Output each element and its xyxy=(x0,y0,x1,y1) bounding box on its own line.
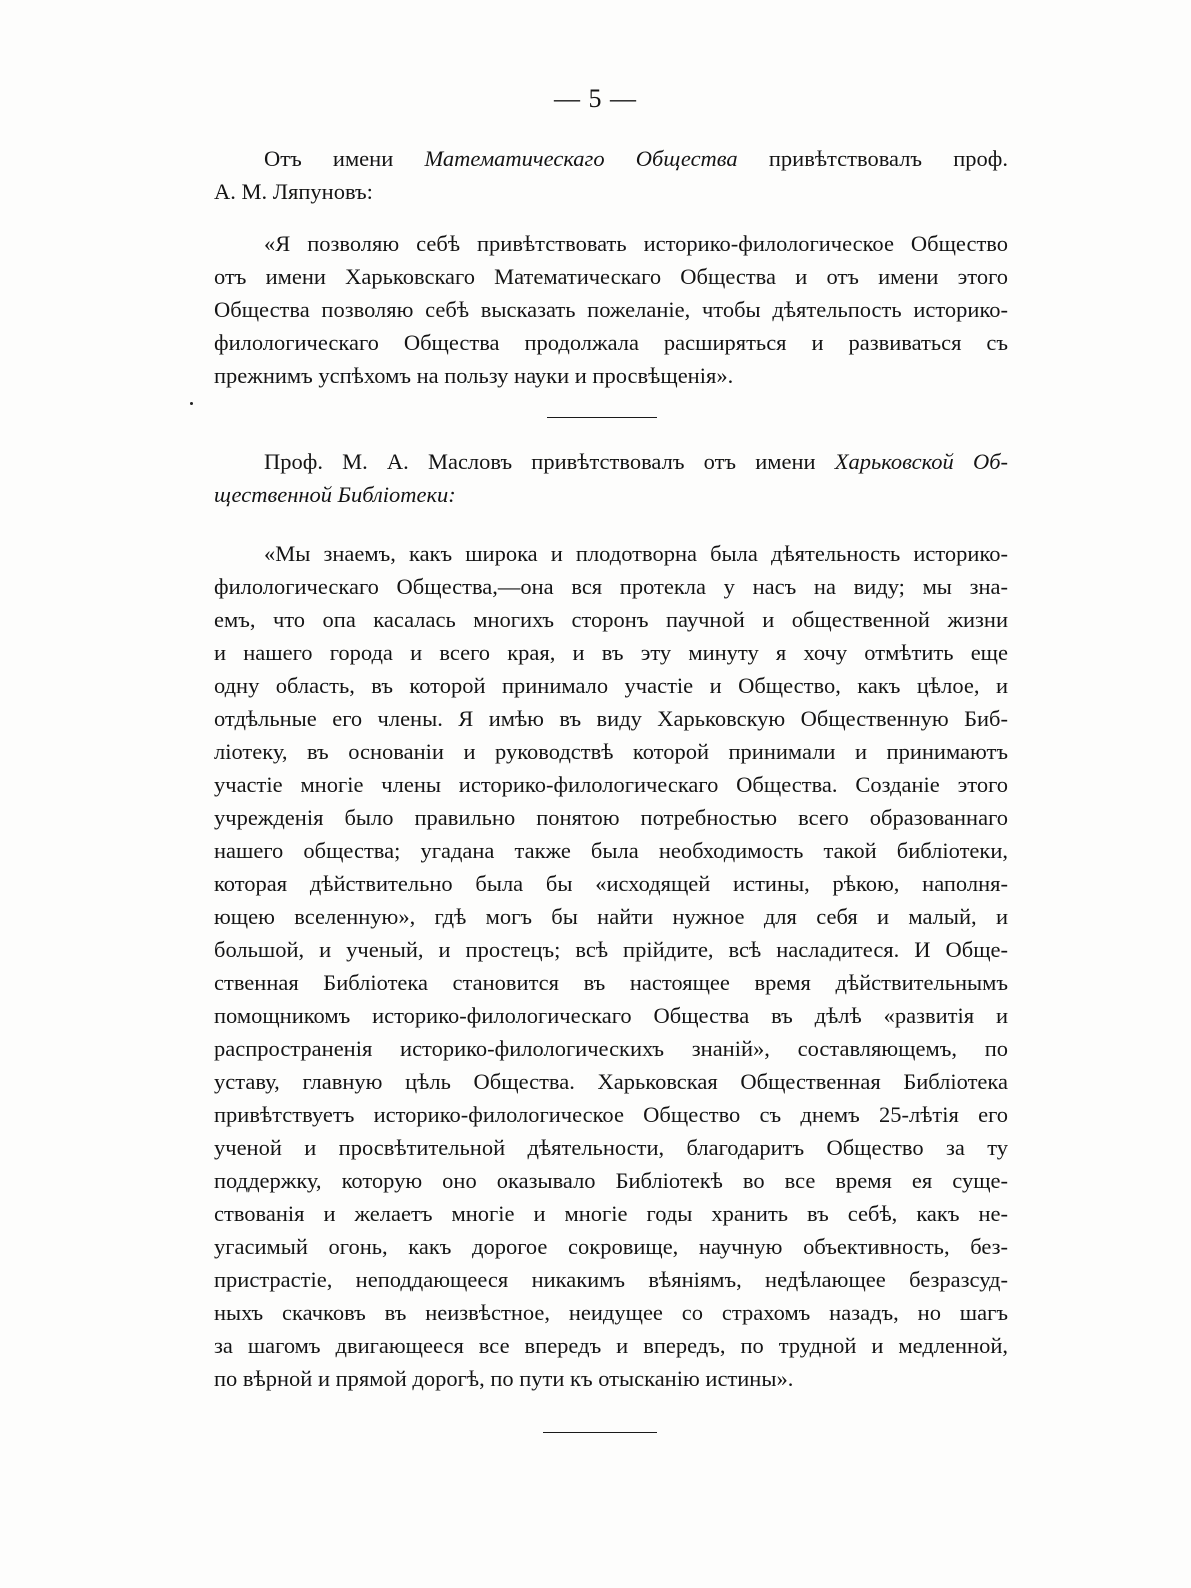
quote2-line: ственная Библіотека становится въ настоящее время дѣйствительнымъ xyxy=(214,970,1008,995)
quote1-line: филологическаго Общества продолжала расширяться и развиваться съ xyxy=(214,330,1008,355)
quote2-line: угасимый огонь, какъ дорогое сокровище, научную объективность, без- xyxy=(214,1234,1008,1259)
quote1-line: Общества позволяю себѣ высказать пожеланіе, чтобы дѣятельпость историко- xyxy=(214,297,1008,322)
quote1-line: прежнимъ успѣхомъ на пользу науки и просвѣщенія». xyxy=(214,363,734,388)
quote2-line: ученой и просвѣтительной дѣятельности, благодаритъ Общество за ту xyxy=(214,1135,1008,1160)
quote2-line: «Мы знаемъ, какъ широка и плодотворна была дѣятельность историко- xyxy=(264,541,1008,566)
section1-heading-line2: А. М. Ляпуновъ: xyxy=(214,179,373,204)
quote2-line: привѣтствуетъ историко-филологическое Общество съ днемъ 25-лѣтія его xyxy=(214,1102,1008,1127)
page-number: — 5 — xyxy=(554,84,637,113)
section1-heading xyxy=(214,142,1008,208)
quote1-line: отъ имени Харьковскаго Математическаго Общества и отъ имени этого xyxy=(214,264,1008,289)
quote2-line: ныхъ скачковъ въ неизвѣстное, неидущее со страхомъ назадъ, но шагъ xyxy=(214,1300,1008,1325)
quote2-line: одну область, въ которой принимало участіе и Общество, какъ цѣлое, и xyxy=(214,673,1008,698)
section-divider xyxy=(547,417,657,418)
quote2-line: отдѣльные его члены. Я имѣю въ виду Харьковскую Общественную Биб- xyxy=(214,706,1008,731)
print-speck xyxy=(190,402,193,405)
quote2-line: ліотеку, въ основаніи и руководствѣ которой принимали и принимаютъ xyxy=(214,739,1008,764)
quote2-line: учрежденія было правильно понятою потребностью всего образованнаго xyxy=(214,805,1008,830)
quote2-line: помощникомъ историко-филологическаго Общества въ дѣлѣ «развитія и xyxy=(214,1003,1008,1028)
library-name: Харьковской Об- xyxy=(834,449,1008,474)
section2-heading xyxy=(214,445,1008,511)
quote2-line: за шагомъ двигающееся все впередъ и впередъ, по трудной и медленной, xyxy=(214,1333,1008,1358)
quote2-line: большой, и ученый, и простецъ; всѣ прійдите, всѣ насладитеся. И Обще- xyxy=(214,937,1008,962)
section2-quote xyxy=(214,537,1008,1395)
section1-quote xyxy=(214,227,1008,392)
quote2-line: нашего общества; угадана также была необходимость такой библіотеки, xyxy=(214,838,1008,863)
quote2-line: распространенія историко-филологическихъ знаній», составляющемъ, по xyxy=(214,1036,1008,1061)
quote2-line: которая дѣйствительно была бы «исходящей истины, рѣкою, наполня- xyxy=(214,871,1008,896)
quote2-line: и нашего города и всего края, и въ эту минуту я хочу отмѣтить еще xyxy=(214,640,1008,665)
quote2-line: филологическаго Общества,—она вся протекла у насъ на виду; мы зна- xyxy=(214,574,1008,599)
quote2-line: уставу, главную цѣль Общества. Харьковская Общественная Библіотека xyxy=(214,1069,1008,1094)
section2-heading-line2: щественной Библіотеки: xyxy=(214,482,456,507)
quote2-line: пристрастіе, неподдающееся никакимъ вѣяніямъ, недѣлающее безразсуд- xyxy=(214,1267,1008,1292)
quote2-line: поддержку, которую оно оказывало Библіотекѣ во все время ея суще- xyxy=(214,1168,1008,1193)
end-divider xyxy=(543,1432,657,1433)
quote2-line: ющею вселенную», гдѣ могъ бы найти нужное для себя и малый, и xyxy=(214,904,1008,929)
quote1-line: «Я позволяю себѣ привѣтствовать историко-филологическое Общество xyxy=(264,231,1008,256)
section2-heading-line1: Проф. М. А. Масловъ привѣтствовалъ отъ имени Харьковской Об- xyxy=(264,449,1008,474)
math-society-name: Математическаго Общества xyxy=(424,146,738,171)
quote2-line: ствованія и желаетъ многіе и многіе годы хранить въ себѣ, какъ не- xyxy=(214,1201,1008,1226)
section1-heading-line1: Отъ имени Математическаго Общества привѣтствовалъ проф. xyxy=(264,146,1009,171)
quote2-line: по вѣрной и прямой дорогѣ, по пути къ отысканію истины». xyxy=(214,1366,794,1391)
quote2-line: емъ, что опа касалась многихъ сторонъ паучной и общественной жизни xyxy=(214,607,1008,632)
quote2-line: участіе многіе члены историко-филологическаго Общества. Созданіе этого xyxy=(214,772,1008,797)
